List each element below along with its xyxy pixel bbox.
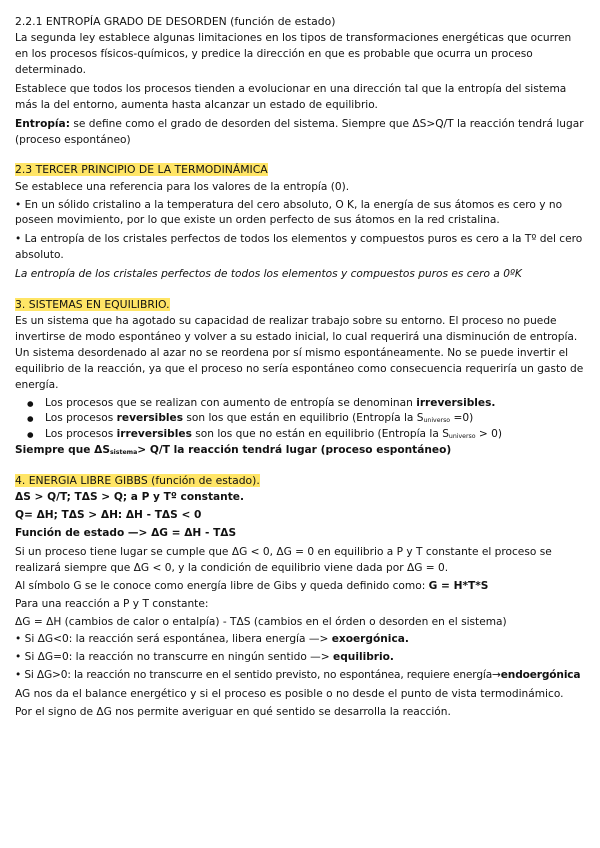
list-item: ● Los procesos reversibles son los que están en equilibrio (Entropía la $S_{universo} =0$) [45,411,585,427]
section-energia-gibbs [15,473,585,721]
paragraph: Si un proceso tiene lugar se cumple que ΔG < 0, ΔG = 0 en equilibrio a P y T constante el proceso se realizará siempre que ΔG < 0, y la condición de equilibrio viene dada por ΔG = 0. [15,546,552,574]
section-tercer-principio [15,162,585,283]
section-sistemas-equilibrio [15,297,585,459]
list-item: ● Los procesos que se realizan con aumento de entropía se denominan irreversibles. [45,396,585,412]
bullet-list [15,396,585,444]
paragraph: Entropía: se define como el grado de desorden del sistema. Siempre que ΔS>Q/T la reacción tendrá lugar (proceso espontáneo) [15,117,584,146]
formula-line: Función de estado —> ΔG = ΔH - TΔS [15,527,237,540]
bold-conclusion: Siempre que $\Delta S_{sistema}> Q/T$ la reacción tendrá lugar (proceso espontáneo) [15,444,452,457]
paragraph: AG nos da el balance energético y si el proceso es posible o no desde el punto de vista termodinámico. [15,688,564,701]
formula-line: ΔS > Q/T; TΔS > Q; a P y Tº constante. [15,491,244,504]
list-item: ● Los procesos irreversibles son los que no están en equilibrio (Entropía la $S_{universo} > 0$) [45,427,585,443]
section-heading: 2.2.1 ENTROPÍA GRADO DE DESORDEN (función de estado) [15,15,336,28]
paragraph: Para una reacción a P y T constante: [15,597,209,610]
section-heading: 3. SISTEMAS EN EQUILIBRIO. [15,297,170,311]
condition-line: • Si ΔG>0: la reacción no transcurre en el sentido previsto, no espontánea, requiere energía→endoergónica [15,669,581,682]
section-heading: 4. ENERGIA LIBRE GIBBS (función de estado). [15,474,260,488]
section-heading: 2.3 TERCER PRINCIPIO DE LA TERMODINÁMICA [15,163,268,177]
paragraph: Al símbolo G se le conoce como energía libre de Gibs y queda definido como: G = H*T*S [15,579,489,592]
italic-statement: La entropía de los cristales perfectos de todos los elementos y compuestos puros es cero a 0ºK [15,268,522,281]
condition-line: • Si ΔG=0: la reacción no transcurre en ningún sentido —> equilibrio. [15,651,394,664]
bullet-paragraph: • En un sólido cristalino a la temperatura del cero absoluto, O K, la energía de sus átomos es cero y no poseen movimiento, por lo que existe un orden perfecto de sus átomos en la red cristalina. [15,198,563,227]
paragraph: Por el signo de ΔG nos permite averiguar en qué sentido se desarrolla la reacción. [15,706,451,719]
paragraph: ΔG = ΔH (cambios de calor o entalpía) - TΔS (cambios en el órden o desorden en el sistema) [15,615,507,628]
condition-line: • Si ΔG<0: la reacción será espontánea, libera energía —> exoergónica. [15,633,409,646]
paragraph: Establece que todos los procesos tienden a evolucionar en una dirección tal que la entropía del sistema más la del entorno, aumenta hasta alcanzar un estado de equilibrio. [15,82,567,111]
term-entropia: Entropía: [15,117,70,130]
paragraph: Es un sistema que ha agotado su capacidad de realizar trabajo sobre su entorno. El proceso no puede invertirse de modo espontáneo y volver a su estado inicial, lo cual requerirá una disminución de entropía. Un sistema desordenado al azar no se reordena por sí mismo espontáneamente. No se puede invertir el equilibrio de la reacción, ya que el proceso no sería espontáneo como consecuencia requeriría un gasto de energía. [15,315,584,391]
paragraph: La segunda ley establece algunas limitaciones en los tipos de transformaciones energéticas que ocurren en los procesos físicos-químicos, y predice la dirección en que es probable que ocurra un proceso determinado. [15,32,572,76]
paragraph: Se establece una referencia para los valores de la entropía (0). [15,180,350,193]
section-entropia [15,14,585,148]
bullet-paragraph: • La entropía de los cristales perfectos de todos los elementos y compuestos puros es cero a la Tº del cero absoluto. [15,233,583,262]
formula-line: Q= ΔH; TΔS > ΔH: ΔH - TΔS < 0 [15,509,202,522]
